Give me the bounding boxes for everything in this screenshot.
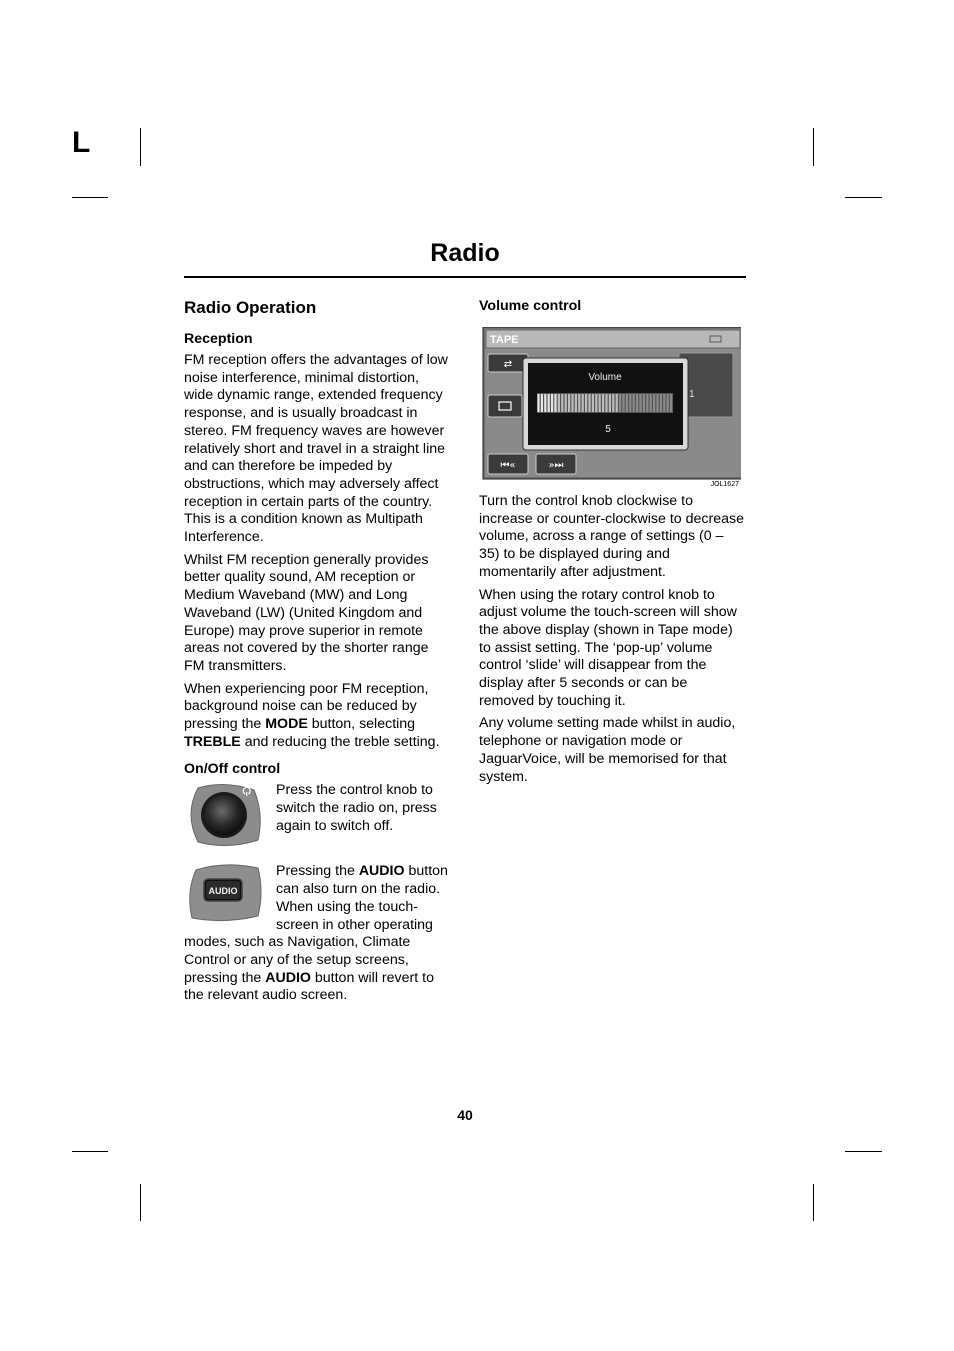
volume-paragraph-1: Turn the control knob clockwise to increase or counter-clockwise to decrease volume, across a range of settings (0 – 35) to be displayed during and momentarily after adjustment. [479,493,744,580]
volume-bar-segment [541,394,543,412]
volume-bar-segment [561,394,563,412]
volume-bar-track [537,393,673,413]
treble-setting-ref: TREBLE [184,733,241,750]
volume-bar-segment [643,394,645,412]
volume-bar-segment [592,394,594,412]
right-column [479,297,745,791]
crop-mark [140,128,141,166]
volume-bar-segment [612,394,614,412]
volume-popup-value: 5 [605,424,611,435]
volume-bar-segment [670,394,672,412]
volume-bar-segment [554,394,556,412]
volume-bar-segment [619,394,621,412]
volume-bar-segment [646,394,648,412]
crop-mark [813,128,814,166]
dolby-button[interactable] [488,395,522,417]
rewind-icon: ⏮« [500,460,516,471]
swap-button[interactable] [488,354,528,372]
volume-paragraph-2: When using the rotary control knob to adjust volume the touch-screen will show the above display (shown in Tape mode) to assist setting. The ‘pop-up’ volume control ‘slide’ will disappear from the display after 5 seconds or can be removed by touching it. [479,586,737,709]
audio-button-image [184,862,276,924]
side-digit: 1 [689,389,695,400]
volume-bar-segment [660,394,662,412]
volume-bar-segment [636,394,638,412]
volume-screen-illustration [479,327,741,489]
page-number: 40 [457,1107,473,1123]
crop-mark [140,1184,141,1221]
volume-popup[interactable] [523,358,688,450]
volume-bar-segment [588,394,590,412]
volume-bar-segment [633,394,635,412]
volume-bar-segment [578,394,580,412]
mode-label: TAPE [490,334,519,346]
volume-bar-segment [571,394,573,412]
crop-mark [72,1151,108,1152]
volume-bar-segment [663,394,665,412]
volume-bar-segment [656,394,658,412]
audio-button-ref: AUDIO [358,863,405,880]
audio-button-ref: AUDIO [265,969,311,986]
volume-bar-segment [602,394,604,412]
volume-bar-segment [595,394,597,412]
volume-bar-segment [575,394,577,412]
section-heading: Radio Operation [184,298,317,317]
title-rule [184,276,746,278]
volume-bar-segment [585,394,587,412]
swap-icon: ⇄ [503,359,513,370]
reception-paragraph-3: When experiencing poor FM reception, background noise can be reduced by pressing the MODE button, selecting TREBLE and reducing the treble setting. [184,680,440,750]
volume-popup-title: Volume [588,372,622,383]
control-knob-image [184,782,276,850]
reception-paragraph-2: Whilst FM reception generally provides better quality sound, AM reception or Medium Waveband (MW) and Long Waveband (LW) (United Kingdom and Europe) may prove superior in remote areas not covered by the shorter range FM transmitters. [184,551,429,674]
audio-button-label: AUDIO [208,886,238,897]
reception-heading: Reception [184,331,253,347]
volume-bar-segment [653,394,655,412]
rewind-button[interactable] [488,454,528,474]
page-title: Radio [430,239,500,267]
volume-bar-segment [622,394,624,412]
forward-icon: »⏭ [548,460,564,471]
volume-bar-segment [639,394,641,412]
volume-bar-segment [537,394,539,412]
crop-mark [72,197,108,198]
volume-bar-segment [558,394,560,412]
section-tab-letter: L [72,126,91,159]
volume-paragraph-3: Any volume setting made whilst in audio, telephone or navigation mode or JaguarVoice, will be memorised for that system. [479,715,736,785]
figure-caption: JOL1627 [710,481,739,488]
volume-bar-segment [629,394,631,412]
mode-button-ref: MODE [265,716,308,733]
crop-mark [845,197,882,198]
volume-bar-segment [565,394,567,412]
volume-bar-segment [667,394,669,412]
volume-bar-segment [650,394,652,412]
onoff-paragraph-1: Press the control knob to switch the radio on, press again to switch off. [276,782,437,834]
volume-bar[interactable] [537,393,673,413]
volume-bar-segment [626,394,628,412]
onoff-paragraph-2: Pressing the AUDIO button can also turn on the radio. When using the touch-screen in other operating modes, such as Navigation, Climate Control or any of the setup screens, pressing the AUDIO button will revert to the relevant audio screen. [184,863,448,1004]
volume-bar-segment [548,394,550,412]
onoff-heading: On/Off control [184,761,281,778]
volume-bar-segment [568,394,570,412]
forward-button[interactable] [536,454,576,474]
crop-mark [813,1184,814,1221]
volume-heading: Volume control [479,298,582,314]
left-column [184,297,450,1010]
volume-bar-segment [544,394,546,412]
reception-paragraph-1: FM reception offers the advantages of low noise interference, minimal distortion, wide dynamic range, extended frequency response, and is usually broadcast in stereo. FM frequency waves are however relatively short and travel in a straight line and can therefore be impeded by obstructions, which may adversely affect reception in certain parts of the country. This is a condition known as Multipath Interference. [184,352,448,546]
volume-bar-segment [599,394,601,412]
volume-bar-segment [605,394,607,412]
volume-bar-segment [609,394,611,412]
volume-bar-segment [582,394,584,412]
volume-bar-segment [551,394,553,412]
volume-bar-segment [616,394,618,412]
crop-mark [845,1151,882,1152]
